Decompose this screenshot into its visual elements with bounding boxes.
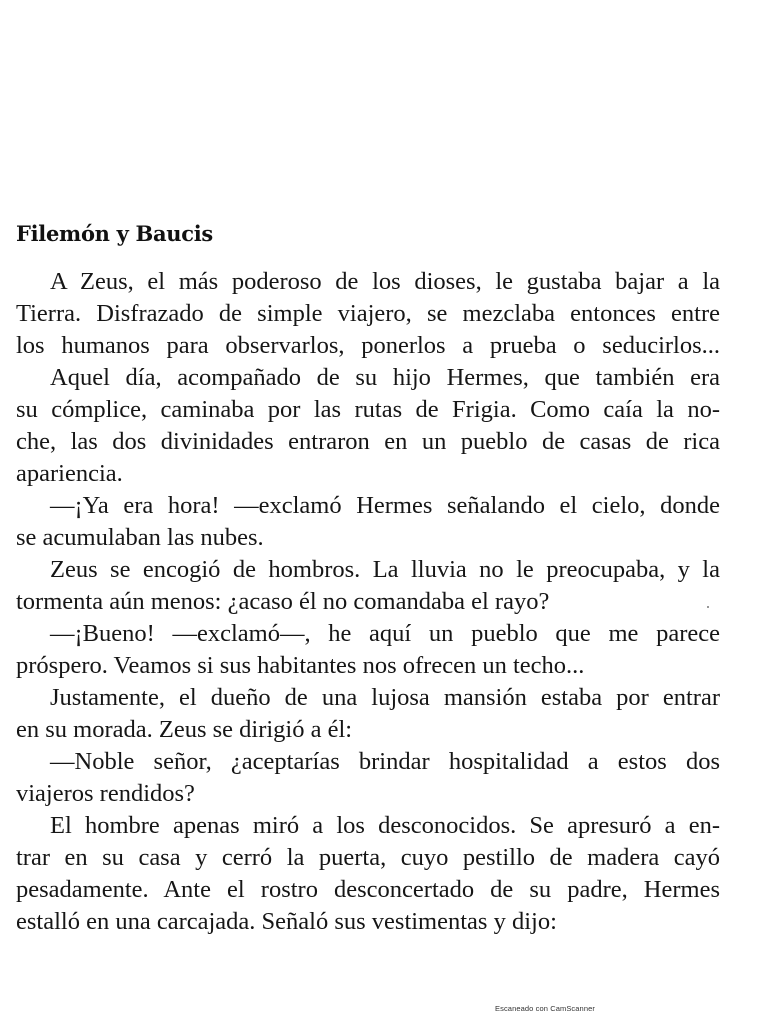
text-line: Tierra. Disfrazado de simple viajero, se mezclaba entonces entre <box>16 300 720 327</box>
scanner-watermark: Escaneado con CamScanner <box>495 1004 595 1013</box>
text-line: trar en su casa y cerró la puerta, cuyo pestillo de madera cayó <box>16 844 720 871</box>
text-line: los humanos para observarlos, ponerlos a prueba o seducirlos... <box>16 332 720 359</box>
text-line: El hombre apenas miró a los desconocidos. Se apresuró a en- <box>50 812 720 839</box>
text-line: —Noble señor, ¿aceptarías brindar hospitalidad a estos dos <box>50 748 720 775</box>
text-line: viajeros rendidos? <box>16 780 195 807</box>
text-line: che, las dos divinidades entraron en un pueblo de casas de rica <box>16 428 720 455</box>
chapter-title: Filemón y Baucis <box>16 221 213 246</box>
text-line: —¡Bueno! —exclamó—, he aquí un pueblo que me parece <box>50 620 720 647</box>
text-line: Zeus se encogió de hombros. La lluvia no le preocupaba, y la <box>50 556 720 583</box>
text-line: próspero. Veamos si sus habitantes nos ofrecen un techo... <box>16 652 585 679</box>
text-line: tormenta aún menos: ¿acaso él no comandaba el rayo? <box>16 588 550 615</box>
text-line: estalló en una carcajada. Señaló sus vestimentas y dijo: <box>16 908 557 935</box>
text-line: en su morada. Zeus se dirigió a él: <box>16 716 353 743</box>
text-line: pesadamente. Ante el rostro desconcertado de su padre, Hermes <box>16 876 720 903</box>
scan-speck <box>707 606 709 608</box>
text-line: A Zeus, el más poderoso de los dioses, le gustaba bajar a la <box>50 268 720 295</box>
chapter-body <box>16 266 720 938</box>
text-line: se acumulaban las nubes. <box>16 524 264 551</box>
text-line: Justamente, el dueño de una lujosa mansión estaba por entrar <box>50 684 720 711</box>
text-line: apariencia. <box>16 460 123 487</box>
text-line: su cómplice, caminaba por las rutas de Frigia. Como caía la no- <box>16 396 720 423</box>
text-line: —¡Ya era hora! —exclamó Hermes señalando el cielo, donde <box>50 492 720 519</box>
text-line: Aquel día, acompañado de su hijo Hermes, que también era <box>50 364 720 391</box>
